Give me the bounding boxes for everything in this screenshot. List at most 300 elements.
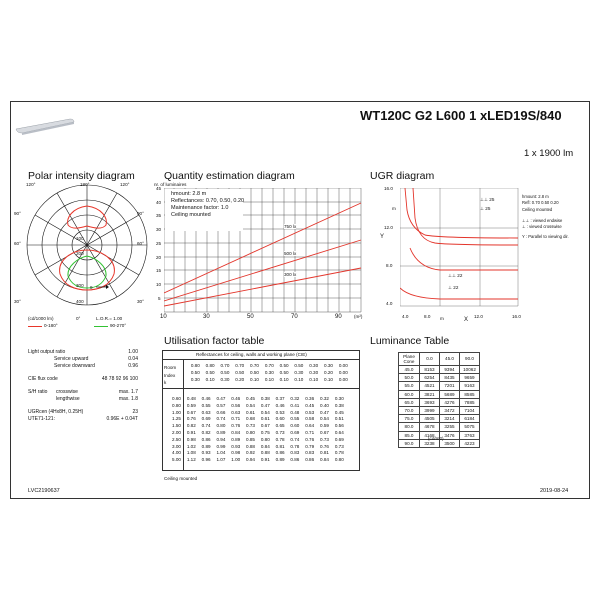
legend-line-0-180 [28, 326, 42, 327]
util-cell: 0.47 [260, 402, 270, 408]
util-cell: 0.61 [246, 409, 255, 415]
ugr-title: UGR diagram [370, 170, 435, 182]
util-row [163, 416, 345, 423]
info-sh-length-row: lengthwise max. 1.8 [56, 396, 138, 402]
polar-bottom-angle: 0° [76, 316, 81, 321]
ugr-lower-value-2: 22 [453, 285, 459, 290]
util-cell: 0.56 [334, 423, 344, 429]
util-cell: 1.04 [216, 450, 226, 456]
util-refl-cell: 0.10 [324, 376, 333, 382]
util-cell: 0.67 [320, 429, 329, 435]
util-cell: 0.60 [172, 396, 181, 401]
util-row [163, 444, 345, 451]
ugr-upper-value-1: 25 [489, 197, 495, 202]
util-cell: 0.64 [334, 429, 344, 435]
util-cell: 0.85 [246, 436, 255, 442]
ugr-lower-value-1: 22 [457, 273, 463, 278]
util-cell: 0.78 [334, 450, 344, 456]
util-refl-cell: 0.50 [294, 363, 304, 368]
util-cell: 0.83 [290, 450, 300, 456]
util-cell: 0.73 [246, 423, 255, 429]
luminance-cell: 3999 [420, 407, 440, 415]
ugr-legend-mounting: Ceiling mounted [522, 206, 553, 212]
util-cell: 0.81 [320, 450, 329, 456]
util-cell: 0.75 [260, 429, 270, 435]
legend-line-90-270 [94, 326, 108, 327]
util-cell: 0.78 [290, 443, 300, 449]
quantity-ytick-5: 5 [158, 296, 161, 301]
util-cell: 0.66 [216, 409, 226, 415]
luminance-cell: 7201 [440, 382, 460, 390]
util-cell: 0.88 [260, 450, 270, 456]
util-refl-cell: 0.50 [235, 369, 245, 375]
luminance-row [399, 366, 480, 374]
util-cell: 0.99 [216, 443, 226, 449]
ugr-xtick-16: 16.0 [512, 314, 521, 319]
luminance-table [398, 352, 480, 448]
util-cell: 1.07 [216, 457, 226, 463]
util-cell: 0.46 [231, 396, 241, 401]
util-cell: 0.38 [334, 402, 344, 408]
quantity-title: Quantity estimation diagram [164, 170, 295, 182]
ugr-label-lower-endwise: ⊥⊥ 22 [448, 273, 463, 278]
util-cell: 0.32 [320, 396, 329, 401]
luminance-row [399, 407, 480, 415]
util-refl-cell: 0.30 [324, 363, 333, 368]
util-cell: 0.63 [231, 409, 241, 415]
lamp-info: 1 x 1900 lm [524, 148, 574, 159]
util-cell: 0.92 [246, 450, 255, 456]
util-cell: 0.89 [275, 457, 285, 463]
util-refl-cell: 0.70 [250, 363, 259, 368]
luminance-cell: Plane Cone [399, 353, 420, 366]
info-downward-row: Service downward 0.96 [54, 363, 138, 369]
polar-angle-180: 180° [80, 182, 90, 187]
footer-code: LVC2190637 [28, 488, 60, 494]
util-refl-cell: 0.10 [205, 376, 215, 382]
util-cell: 0.91 [260, 457, 270, 463]
util-row [163, 410, 345, 417]
util-cell: 1.50 [172, 423, 181, 429]
luminance-cell: 3476 [440, 431, 460, 439]
util-cell: 0.47 [320, 409, 329, 415]
ugr-label-lower-crosswise: ⊥ 22 [448, 285, 459, 290]
product-title: WT120C G2 L600 1 xLED19S/840 [360, 108, 562, 123]
util-cell: 0.67 [260, 423, 270, 429]
util-refl-cell: 0.30 [220, 376, 230, 382]
luminance-cell: 8585 [460, 390, 480, 398]
quantity-ylabel: nr. of luminaires [154, 182, 187, 187]
polar-lor: L.O.R.= 1.00 [96, 316, 123, 321]
util-cell: 0.53 [305, 409, 315, 415]
util-cell: 0.69 [290, 429, 300, 435]
util-refl-row [186, 370, 349, 377]
util-refl-cell: 0.50 [279, 369, 289, 375]
util-cell: 0.55 [201, 402, 211, 408]
luminance-cell: 7885 [460, 398, 480, 406]
luminance-row [399, 415, 480, 423]
luminance-cell: 9659 [460, 374, 480, 382]
ugr-legend-hmount: hmount: 2.8 m [522, 194, 549, 199]
ugr-ytick-16: 16.0 [384, 186, 393, 191]
luminance-row [399, 374, 480, 382]
util-cell: 0.94 [246, 457, 255, 463]
luminance-cell: 3821 [420, 390, 440, 398]
util-cell: 0.80 [172, 402, 181, 408]
quantity-ytick-10: 10 [156, 282, 162, 287]
luminance-cell: 55.0 [399, 382, 420, 390]
luminance-row [399, 390, 480, 398]
util-row [163, 396, 345, 403]
luminance-cell: 6184 [460, 415, 480, 423]
util-cell: 0.68 [246, 416, 255, 422]
util-cell: 0.59 [186, 402, 196, 408]
ugr-ytick-4: 4.0 [386, 301, 393, 306]
util-cell: 0.82 [186, 423, 196, 429]
util-cell: 0.38 [260, 396, 270, 401]
luminance-cell: 90.0 [460, 353, 480, 366]
util-cell: 0.32 [290, 396, 300, 401]
util-cell: 0.46 [275, 402, 285, 408]
util-cell: 0.51 [334, 416, 344, 422]
luminance-cell: 75.0 [399, 415, 420, 423]
quantity-xunit: (m²) [354, 314, 363, 319]
util-room-head: Room Index k [164, 365, 177, 385]
polar-angle-120-left: 120° [26, 182, 36, 187]
polar-angle-120-right: 120° [120, 182, 130, 187]
util-title: Utilisation factor table [164, 335, 265, 347]
luminance-cell: 3472 [440, 407, 460, 415]
util-refl-cell: 0.00 [338, 369, 348, 375]
util-row [163, 430, 345, 437]
ugr-xtick-4: 4.0 [402, 314, 409, 319]
polar-unit: (cd/1000 lm) [28, 316, 54, 321]
util-refl-cell: 0.10 [250, 376, 259, 382]
util-cell: 3.00 [172, 443, 181, 449]
legend-0-180: 0-180° [44, 323, 58, 328]
util-refl-rows [186, 363, 349, 383]
util-cell: 0.55 [290, 416, 300, 422]
quantity-ytick-45: 45 [156, 186, 162, 191]
util-refl-cell: 0.00 [338, 376, 348, 382]
quantity-info-reflectances: Reflectances: 0.70, 0.50, 0.20 [171, 197, 245, 204]
util-cell: 0.98 [186, 436, 196, 442]
legend-90-270: 90-270° [110, 323, 127, 328]
util-cell: 0.61 [260, 416, 270, 422]
luminance-cell: 80.0 [399, 423, 420, 431]
polar-angle-30-right: 30° [137, 299, 144, 304]
ugr-upper-value-2: 25 [485, 206, 491, 211]
util-cell: 0.54 [246, 402, 255, 408]
luminance-cell: 4505 [420, 415, 440, 423]
util-cell: 0.81 [275, 443, 285, 449]
util-refl-cell: 0.80 [205, 363, 215, 368]
info-ugr-row: UGRcen (4Hx8H, 0.25H) 23 [28, 409, 138, 415]
util-cell: 0.80 [334, 457, 344, 463]
ugr-xtick-8: 8.0 [424, 314, 431, 319]
quantity-info-hmount: hmount: 2.8 m [171, 191, 207, 197]
util-head-refl: Reflectances for ceiling, walls and working plane (CIE) [196, 352, 307, 357]
util-cell: 0.45 [305, 402, 315, 408]
luminance-row [399, 398, 480, 406]
util-cell: 0.76 [186, 416, 196, 422]
util-cell: 4.00 [172, 450, 181, 456]
util-cell: 0.88 [246, 443, 255, 449]
luminance-cell: 60.0 [399, 390, 420, 398]
luminance-cell: 8153 [420, 366, 440, 374]
quantity-info-mounting: Ceiling mounted [171, 211, 211, 218]
util-cell: 0.93 [201, 450, 211, 456]
util-refl-cell: 0.30 [309, 369, 319, 375]
util-cell: 0.76 [231, 423, 241, 429]
quantity-xtick-90: 90 [335, 314, 342, 320]
quantity-curve-750: 750 lx [284, 224, 297, 229]
quantity-xtick-30: 30 [203, 314, 210, 320]
util-cell: 1.00 [172, 409, 181, 415]
util-cell: 0.30 [334, 396, 344, 401]
util-cell: 2.00 [172, 429, 181, 435]
util-cell: 0.80 [216, 423, 226, 429]
util-cell: 0.83 [305, 450, 315, 456]
util-cell: 0.36 [305, 396, 315, 401]
util-refl-cell: 0.50 [190, 369, 200, 375]
polar-ring-300: 300 [76, 283, 84, 288]
polar-angle-30-left: 30° [14, 299, 21, 304]
polar-ring-200: 200 [76, 251, 84, 256]
luminance-title: Luminance Table [370, 335, 450, 347]
util-cell: 0.69 [201, 416, 211, 422]
polar-angle-90-right: 90° [137, 211, 144, 216]
ugr-axis-x: X [464, 317, 469, 323]
util-cell: 1.12 [186, 457, 196, 463]
ugr-ytick-12: 12.0 [384, 225, 393, 230]
util-refl-cell: 0.50 [250, 369, 259, 375]
util-cell: 0.86 [305, 457, 315, 463]
util-cell: 0.89 [231, 436, 241, 442]
ugr-m-label-bottom: m [440, 316, 444, 321]
util-refl-cell: 0.20 [324, 369, 333, 375]
util-refl-row [186, 377, 349, 384]
util-cell: 0.48 [290, 409, 300, 415]
util-cell: 0.82 [201, 429, 211, 435]
polar-ring-400: 400 [76, 299, 84, 304]
luminance-cell: 3763 [460, 431, 480, 439]
ugr-legend-refl: Refl: 0.70 0.50 0.20 [522, 200, 559, 206]
util-cell: 0.93 [231, 443, 241, 449]
quantity-curve-500: 500 lx [284, 251, 297, 256]
util-refl-cell: 0.10 [309, 376, 319, 382]
quantity-xtick-70: 70 [291, 314, 298, 320]
util-cell: 0.47 [216, 396, 226, 401]
util-cell: 0.69 [334, 436, 344, 442]
luminance-cell: 9163 [460, 382, 480, 390]
util-row [163, 403, 345, 410]
util-cell: 0.73 [275, 429, 285, 435]
util-row-divider [162, 388, 360, 389]
photometric-info [28, 349, 138, 423]
quantity-ytick-35: 35 [156, 213, 162, 218]
luminance-cell: 65.0 [399, 398, 420, 406]
luminance-cell: 4168 [420, 431, 440, 439]
util-refl-cell: 0.80 [190, 363, 200, 368]
util-cell: 1.08 [186, 450, 196, 456]
ugr-legend-parallel: Y : Parallel to viewing dir. [522, 234, 569, 240]
util-cell: 5.00 [172, 457, 181, 463]
luminance-unit: (cd/m2) [428, 436, 444, 441]
util-cell: 0.73 [334, 443, 344, 449]
luminance-row [399, 382, 480, 390]
ugr-chart [400, 188, 520, 313]
util-cell: 0.94 [216, 436, 226, 442]
util-refl-cell: 0.20 [235, 376, 245, 382]
luminance-cell: 7104 [460, 407, 480, 415]
luminance-cell: 90.0 [399, 439, 420, 447]
luminance-cell: 85.0 [399, 431, 420, 439]
luminance-cell: 50.0 [399, 374, 420, 382]
util-cell: 0.74 [201, 423, 211, 429]
util-cell: 0.60 [290, 423, 300, 429]
quantity-ytick-40: 40 [156, 200, 162, 205]
util-cell: 0.60 [275, 416, 285, 422]
luminance-cell: 3238 [420, 439, 440, 447]
util-refl-cell: 0.30 [264, 369, 274, 375]
util-cell: 0.86 [201, 436, 211, 442]
info-ute-row: UTE71-121: 0.96E + 0.04T [28, 416, 138, 422]
util-cell: 0.45 [334, 409, 344, 415]
util-cell: 0.91 [186, 429, 196, 435]
util-cell: 0.84 [231, 429, 241, 435]
polar-ring-100: 100 [76, 236, 84, 241]
ugr-legend-endwise: ⊥⊥ : viewed endwise [522, 217, 563, 223]
quantity-ytick-25: 25 [156, 241, 162, 246]
util-cell: 1.02 [186, 443, 196, 449]
polar-angle-60-left: 60° [14, 241, 21, 246]
util-cell: 0.79 [305, 443, 315, 449]
luminance-cell: 10062 [460, 366, 480, 374]
util-cell: 0.54 [260, 409, 270, 415]
luminance-row [399, 423, 480, 431]
util-cell: 0.74 [216, 416, 226, 422]
luminance-row [399, 353, 480, 366]
ugr-m-label-top: m [392, 206, 396, 211]
util-head-divider [162, 359, 360, 360]
luminance-cell: 5689 [440, 390, 460, 398]
luminance-cell: 9394 [440, 366, 460, 374]
polar-angle-60-right: 60° [137, 241, 144, 246]
luminance-cell: 4521 [420, 382, 440, 390]
info-lor-row: Light output ratio 1.00 [28, 349, 138, 355]
util-cell: 0.74 [290, 436, 300, 442]
util-row [163, 437, 345, 444]
quantity-xtick-50: 50 [247, 314, 254, 320]
util-cell: 0.73 [320, 436, 329, 442]
quantity-curve-300: 300 lx [284, 272, 297, 277]
util-cell: 0.80 [260, 436, 270, 442]
util-cell: 0.86 [290, 457, 300, 463]
info-upward-row: Service upward 0.04 [54, 356, 138, 362]
util-cell: 0.98 [231, 450, 241, 456]
util-cell: 0.84 [320, 457, 329, 463]
quantity-ytick-20: 20 [156, 255, 162, 260]
util-refl-cell: 0.30 [294, 369, 304, 375]
info-cie-row: CIE flux code 48 78 92 96 100 [28, 376, 138, 382]
ugr-ytick-8: 8.0 [386, 263, 393, 268]
luminance-cell: 4276 [440, 398, 460, 406]
util-cell: 0.71 [305, 429, 315, 435]
luminance-cell: 70.0 [399, 407, 420, 415]
ugr-legend [522, 194, 584, 241]
util-refl-cell: 0.30 [309, 363, 319, 368]
util-refl-cell: 0.70 [264, 363, 274, 368]
ugr-axis-y: Y [380, 234, 385, 240]
util-row [163, 450, 345, 457]
util-cell: 2.50 [172, 436, 181, 442]
util-cell: 0.45 [246, 396, 255, 401]
util-cell: 0.80 [246, 429, 255, 435]
util-row [163, 423, 345, 430]
quantity-info-maintenance: Maintenance factor: 1.0 [171, 204, 229, 211]
util-cell: 0.78 [275, 436, 285, 442]
luminance-cell: 3255 [440, 423, 460, 431]
util-cell: 0.89 [201, 443, 211, 449]
util-cell: 0.96 [201, 457, 211, 463]
luminance-cell: 3500 [440, 439, 460, 447]
util-refl-cell: 0.70 [235, 363, 245, 368]
util-cell: 0.71 [231, 416, 241, 422]
ugr-legend-crosswise: ⊥ : viewed crosswise [522, 224, 562, 230]
util-row [163, 457, 345, 464]
footer-date: 2019-08-24 [540, 488, 569, 494]
util-cell: 1.25 [172, 416, 181, 422]
util-cell: 0.63 [201, 409, 211, 415]
polar-angle-90-left: 90° [14, 211, 21, 216]
util-refl-cell: 0.10 [264, 376, 274, 382]
util-cell: 0.46 [201, 396, 211, 401]
util-cell: 0.57 [216, 402, 226, 408]
util-refl-cell: 0.30 [190, 376, 200, 382]
util-cell: 0.67 [186, 409, 196, 415]
polar-diagram [20, 178, 155, 313]
luminance-cell: 3214 [440, 415, 460, 423]
luminance-cell: 0.0 [420, 353, 440, 366]
util-refl-row [186, 363, 349, 370]
quantity-info-box [171, 191, 247, 219]
util-cell: 0.37 [275, 396, 285, 401]
util-cell: 1.00 [231, 457, 241, 463]
luminance-cell: 45.0 [440, 353, 460, 366]
util-refl-cell: 0.10 [279, 376, 289, 382]
ugr-xtick-12: 12.0 [474, 314, 483, 319]
util-cell: 0.59 [320, 423, 329, 429]
luminance-cell: 5075 [460, 423, 480, 431]
luminance-cell: 6254 [420, 374, 440, 382]
util-refl-cell: 0.50 [205, 369, 215, 375]
luminance-cell: 4678 [420, 423, 440, 431]
util-refl-cell: 0.50 [220, 369, 230, 375]
luminance-cell: 3693 [420, 398, 440, 406]
util-cell: 0.76 [320, 443, 329, 449]
ugr-label-upper-crosswise: ⊥ 25 [480, 206, 491, 211]
luminance-cell: 45.0 [399, 366, 420, 374]
polar-title: Polar intensity diagram [28, 170, 135, 182]
quantity-ytick-15: 15 [156, 268, 162, 273]
util-cell: 0.65 [275, 423, 285, 429]
util-cell: 0.56 [231, 402, 241, 408]
util-value-rows [163, 396, 345, 464]
info-sh-cross-row: S/H ratio crosswise max. 1.7 [28, 389, 138, 395]
util-cell: 0.48 [186, 396, 196, 401]
util-cell: 0.53 [275, 409, 285, 415]
